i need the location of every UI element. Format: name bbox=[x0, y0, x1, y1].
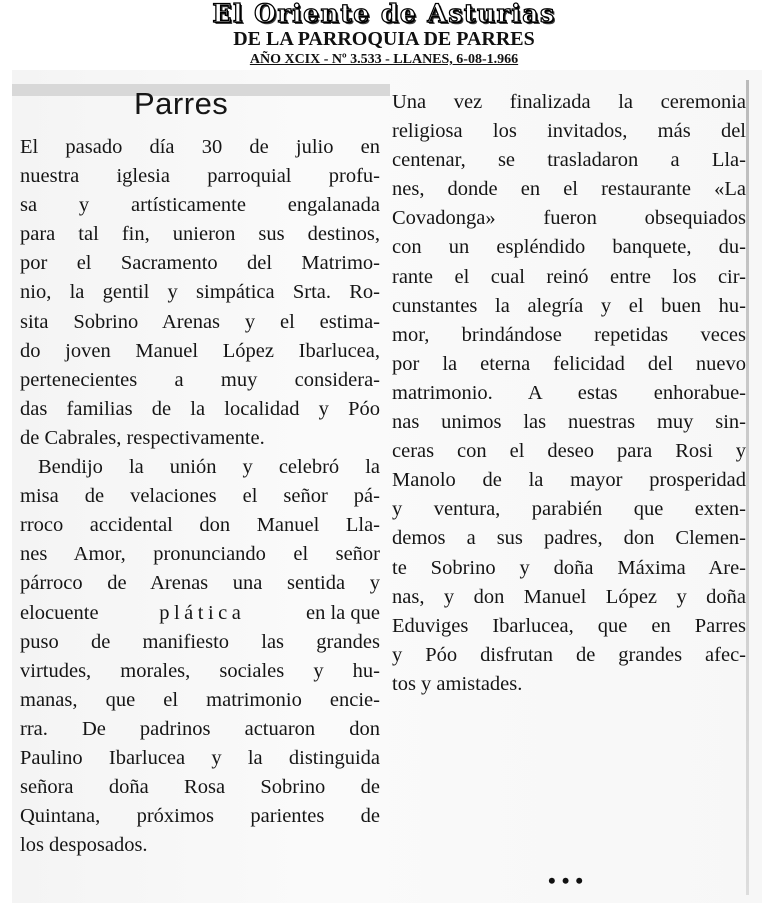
text-line: El pasado día 30 de julio en bbox=[20, 136, 380, 158]
text-line: Manolo de la mayor prosperidad bbox=[392, 469, 746, 492]
newspaper-masthead: El Oriente de Asturias bbox=[212, 0, 556, 28]
text-line: mor, brindándose repetidas veces bbox=[392, 323, 746, 346]
text-line: das familias de la localidad y Póo bbox=[20, 397, 380, 420]
text-line: Una vez finalizada la ceremonia bbox=[392, 91, 746, 113]
text-line: rra. De padrinos actuaron don bbox=[20, 717, 380, 740]
text-line: nio, la gentil y simpática Srta. Ro- bbox=[20, 281, 380, 304]
text-line: Eduviges Ibarlucea, que en Parres bbox=[392, 614, 746, 637]
text-line: nes Amor, pronunciando el señor bbox=[20, 543, 380, 566]
text-line: señora doña Rosa Sobrino de bbox=[20, 776, 380, 799]
text-line: nes, donde en el restaurante «La bbox=[392, 178, 746, 201]
text-line: pertenecientes a muy considera- bbox=[20, 368, 380, 391]
issue-text: AÑO XCIX - Nº 3.533 - LLANES, 6-08-1.966 bbox=[249, 52, 519, 67]
article-end-mark: ••• bbox=[548, 868, 590, 893]
text-line: párroco de Arenas una sentida y bbox=[20, 572, 380, 595]
text-line: virtudes, morales, sociales y hu- bbox=[20, 659, 380, 682]
text-line: los desposados. bbox=[20, 834, 148, 857]
text-line: Quintana, próximos parientes de bbox=[20, 805, 380, 828]
text-line: nas unimos las nuestras muy sin- bbox=[392, 411, 746, 434]
text-line: y ventura, parabién que exten- bbox=[392, 498, 746, 521]
text-line: Bendijo la unión y celebró la bbox=[38, 456, 380, 479]
parish-subtitle: DE LA PARROQUIA DE PARRES bbox=[233, 28, 535, 50]
text-line: religiosa los invitados, más del bbox=[392, 120, 746, 143]
text-line: por la eterna felicidad del nuevo bbox=[392, 352, 746, 375]
article-column-left bbox=[20, 133, 380, 860]
text-line: do joven Manuel López Ibarlucea, bbox=[20, 339, 380, 362]
text-line: manas, que el matrimonio encie- bbox=[20, 688, 380, 711]
text-line: centenar, se trasladaron a Lla- bbox=[392, 149, 746, 172]
text-line: y Póo disfrutan de grandes afec- bbox=[392, 643, 746, 666]
text-line: Paulino Ibarlucea y la distinguida bbox=[20, 746, 380, 769]
text-line: puso de manifiesto las grandes bbox=[20, 630, 380, 653]
text-line: matrimonio. A estas enhorabue- bbox=[392, 381, 746, 404]
text-line: misa de velaciones el señor pá- bbox=[20, 485, 380, 508]
text-word-spaced: plática bbox=[159, 601, 246, 624]
article-column-right bbox=[392, 88, 746, 699]
text-line: sa y artísticamente engalanada bbox=[20, 194, 380, 217]
text-line: nuestra iglesia parroquial profu- bbox=[20, 165, 380, 188]
text-line: Covadonga» fueron obsequiados bbox=[392, 207, 746, 230]
text-line: de Cabrales, respectivamente. bbox=[20, 426, 265, 449]
text-line: tos y amistades. bbox=[392, 672, 523, 695]
article-title: Parres bbox=[134, 86, 229, 121]
text-line: por el Sacramento del Matrimo- bbox=[20, 252, 380, 275]
column-edge-rule bbox=[746, 80, 749, 895]
text-line: demos a sus padres, don Clemen- bbox=[392, 527, 746, 550]
text-line: para tal fin, unieron sus destinos, bbox=[20, 223, 380, 246]
text-line: nas, y don Manuel López y doña bbox=[392, 585, 746, 608]
text-line-spaced bbox=[20, 599, 380, 628]
text-line: sita Sobrino Arenas y el estima- bbox=[20, 310, 380, 333]
text-line: rante el cual reinó entre los cir- bbox=[392, 265, 746, 288]
text-line: ceras con el deseo para Rosi y bbox=[392, 440, 746, 463]
text-word: elocuente bbox=[20, 601, 99, 624]
text-word: en la que bbox=[306, 601, 380, 624]
text-line: te Sobrino y doña Máxima Are- bbox=[392, 556, 746, 579]
text-line: cunstantes la alegría y el buen hu- bbox=[392, 294, 746, 317]
text-line: con un espléndido banquete, du- bbox=[392, 236, 746, 259]
issue-line bbox=[0, 52, 768, 68]
text-line: rroco accidental don Manuel Lla- bbox=[20, 514, 380, 537]
